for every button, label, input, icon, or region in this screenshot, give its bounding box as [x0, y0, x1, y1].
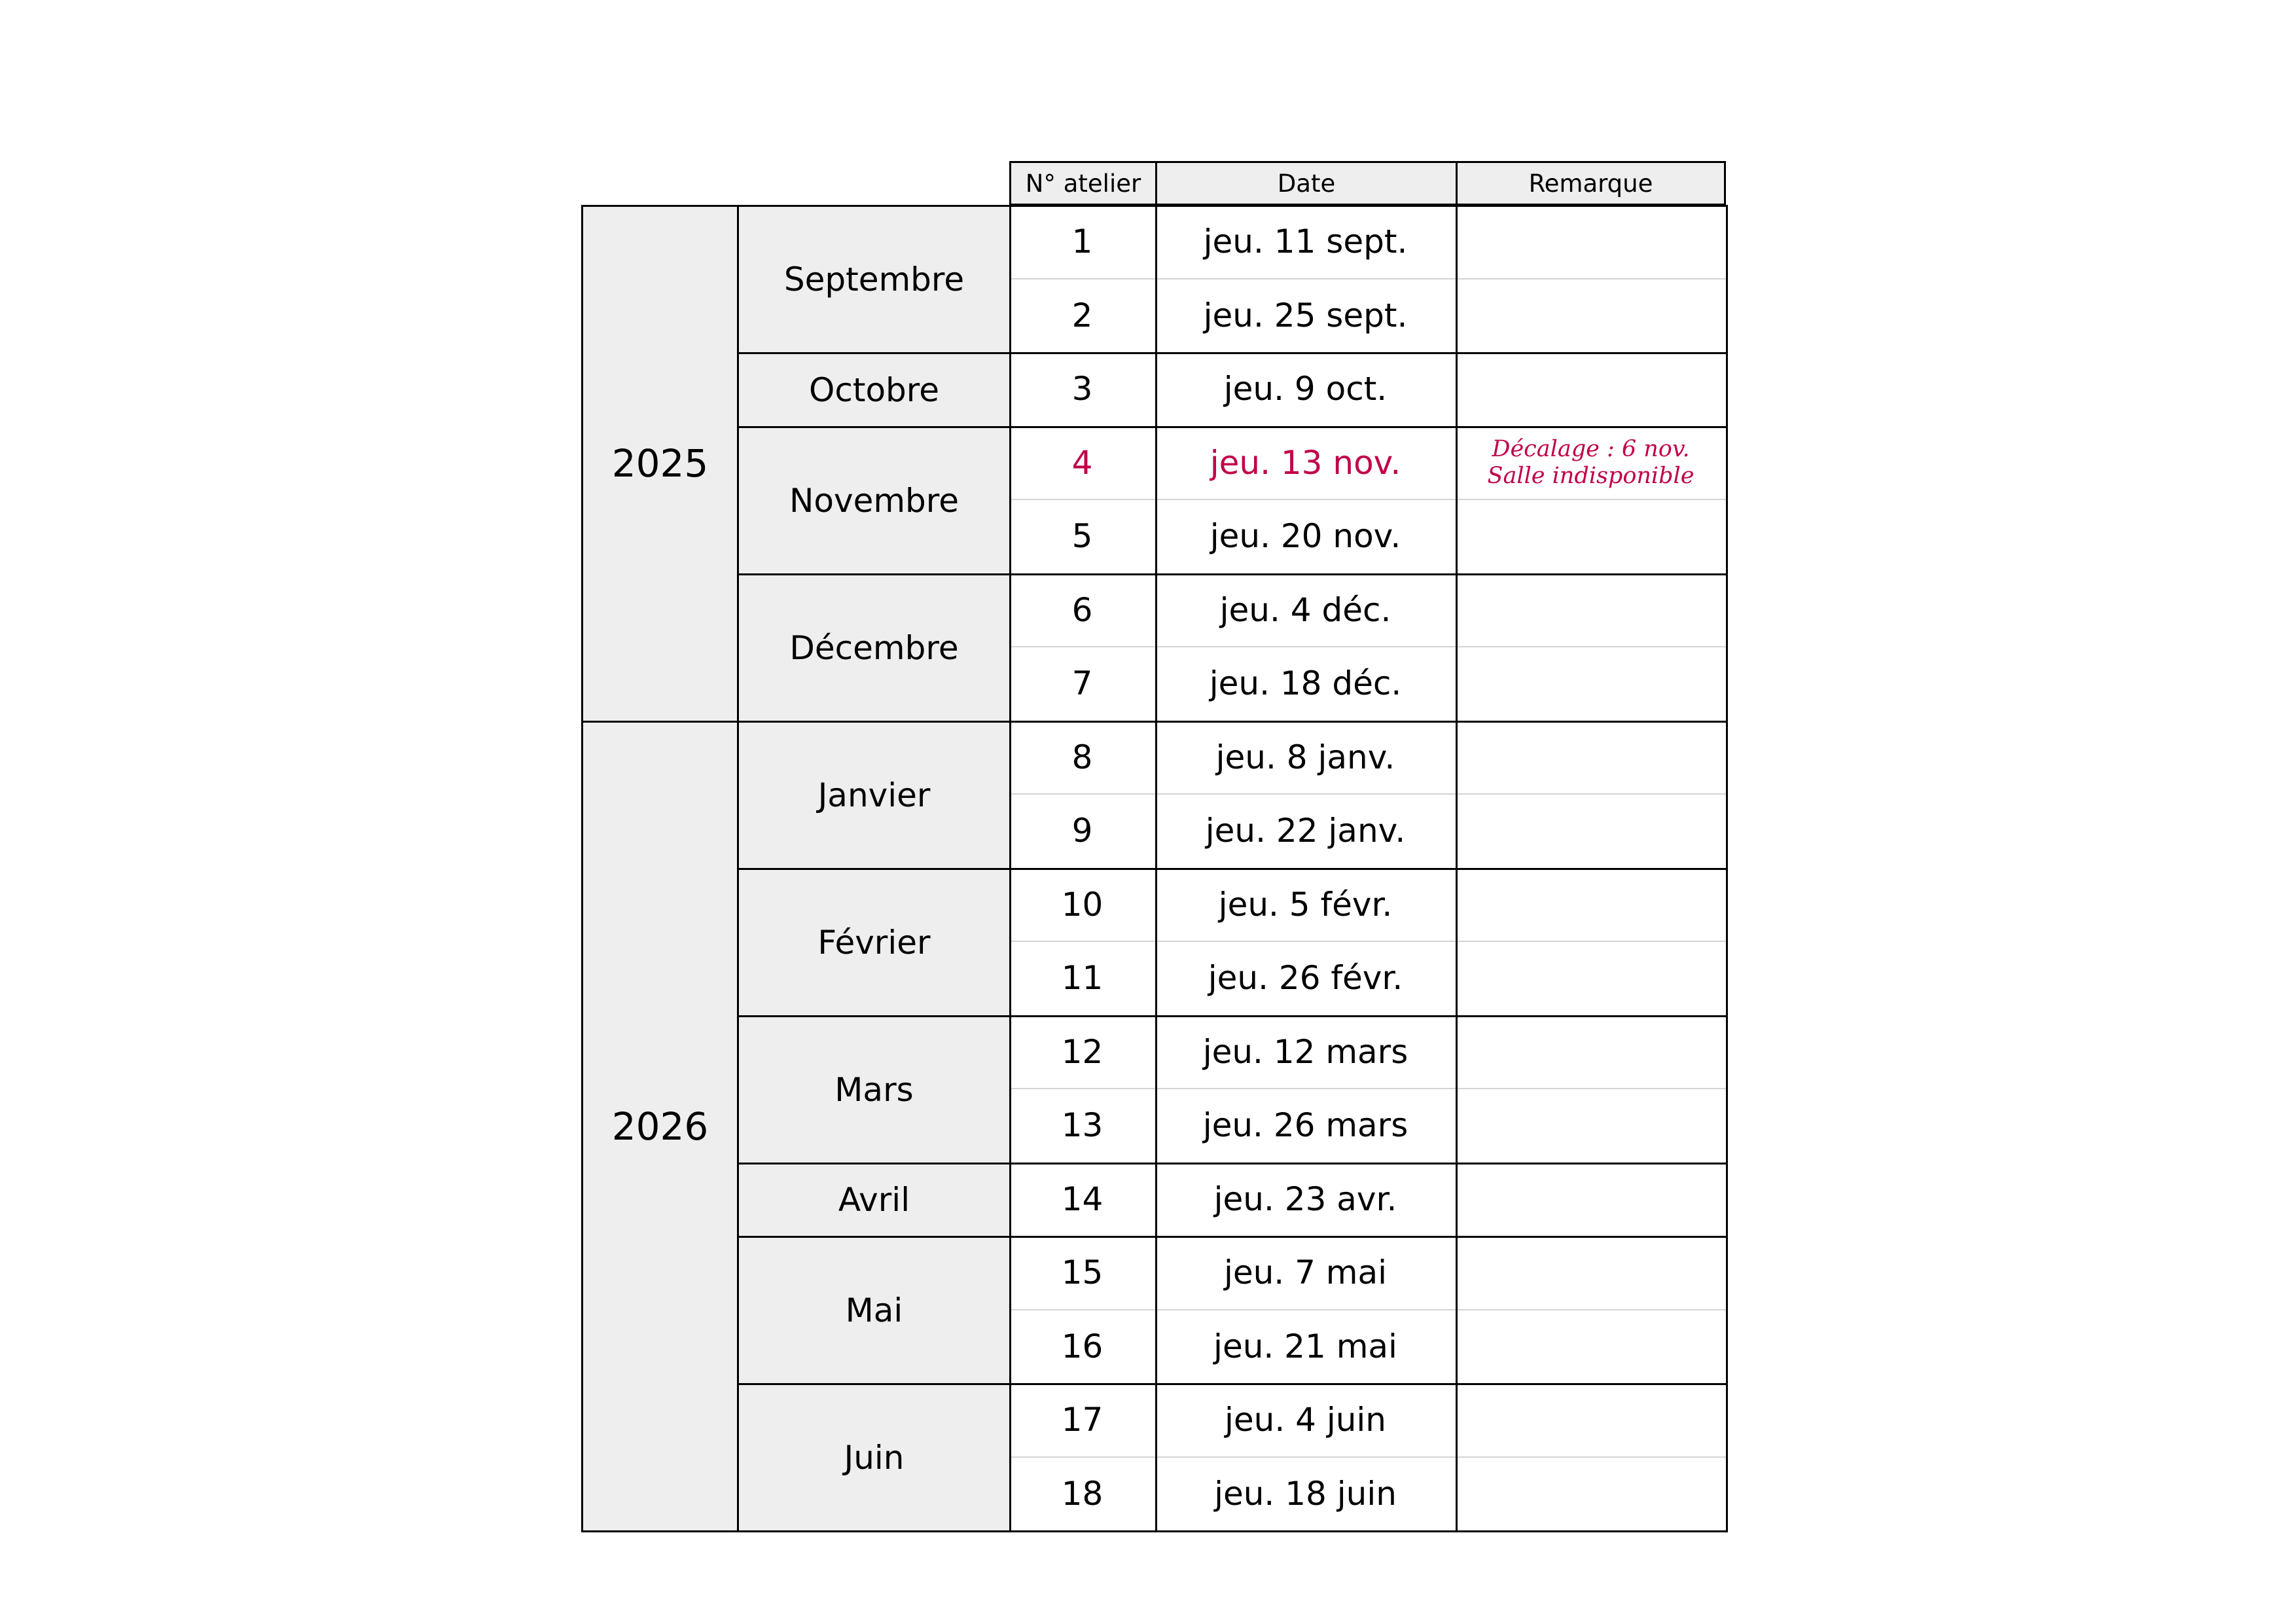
session-number: 2 [1071, 296, 1093, 334]
month-label: Mai [737, 1236, 1011, 1385]
remark-line: Salle indisponible [1487, 462, 1695, 489]
session-date: jeu. 5 févr. [1218, 885, 1393, 924]
session-date: jeu. 11 sept. [1203, 223, 1408, 261]
session-remark [1456, 647, 1726, 721]
row-separator [1009, 793, 1726, 795]
row-separator [1009, 1309, 1726, 1310]
session-number: 13 [1061, 1106, 1103, 1145]
session-number: 11 [1061, 959, 1103, 998]
row-separator [1009, 499, 1726, 500]
session-number: 17 [1061, 1401, 1103, 1439]
month-label: Octobre [737, 352, 1011, 428]
session-number: 9 [1071, 812, 1093, 850]
month-label: Février [737, 868, 1011, 1017]
session-date: jeu. 8 janv. [1215, 738, 1395, 776]
session-date: jeu. 25 sept. [1203, 296, 1408, 334]
row-separator [1009, 278, 1726, 280]
month-label: Mars [737, 1015, 1011, 1164]
session-date: jeu. 18 déc. [1209, 664, 1402, 703]
session-date: jeu. 26 févr. [1208, 959, 1403, 998]
session-remark [1456, 1015, 1726, 1089]
session-remark [1456, 426, 1726, 500]
session-remark [1456, 721, 1726, 795]
month-label: Janvier [737, 721, 1011, 870]
header-date: Date [1155, 161, 1458, 206]
session-remark [1456, 1236, 1726, 1310]
session-number: 18 [1061, 1474, 1103, 1513]
month-label: Novembre [737, 426, 1011, 575]
session-number: 15 [1061, 1254, 1103, 1292]
session-remark [1456, 941, 1726, 1015]
month-label: Avril [737, 1163, 1011, 1238]
session-date: jeu. 13 nov. [1210, 443, 1401, 482]
session-number: 4 [1071, 443, 1093, 482]
session-remark [1456, 868, 1726, 942]
session-remark [1456, 352, 1726, 426]
group-border [737, 1530, 1728, 1532]
session-number: 14 [1061, 1180, 1103, 1218]
row-separator [1009, 646, 1726, 647]
column-border [1726, 205, 1728, 1532]
session-remark [1456, 205, 1726, 279]
header-number: N° atelier [1009, 161, 1157, 206]
session-date: jeu. 7 mai [1223, 1254, 1388, 1292]
session-date: jeu. 4 juin [1225, 1401, 1386, 1439]
session-date: jeu. 20 nov. [1210, 517, 1401, 556]
session-remark [1456, 794, 1726, 868]
session-date: jeu. 18 juin [1214, 1474, 1397, 1513]
month-label: Septembre [737, 205, 1011, 354]
year-label: 2025 [581, 205, 739, 723]
session-remark [1456, 1383, 1726, 1457]
remark-line: Décalage : 6 nov. [1492, 435, 1690, 462]
session-date: jeu. 12 mars [1202, 1032, 1408, 1071]
session-number: 7 [1071, 664, 1093, 703]
session-date: jeu. 4 déc. [1219, 590, 1391, 629]
group-border [737, 205, 1728, 207]
month-label: Juin [737, 1383, 1011, 1532]
session-remark [1456, 1163, 1726, 1236]
column-border [1155, 205, 1157, 1530]
session-number: 12 [1061, 1032, 1103, 1071]
session-remark [1456, 1310, 1726, 1384]
session-date: jeu. 26 mars [1202, 1106, 1408, 1145]
session-number: 10 [1061, 885, 1103, 924]
session-number: 16 [1061, 1327, 1103, 1365]
session-remark [1456, 1457, 1726, 1531]
year-label: 2026 [581, 721, 739, 1533]
session-remark [1456, 1089, 1726, 1163]
row-separator [1009, 1088, 1726, 1089]
session-number: 6 [1071, 590, 1093, 629]
session-date: jeu. 21 mai [1213, 1327, 1397, 1365]
row-separator [1009, 941, 1726, 942]
session-date: jeu. 22 janv. [1205, 812, 1406, 850]
session-remark [1456, 279, 1726, 353]
session-date: jeu. 23 avr. [1213, 1180, 1397, 1218]
session-date: jeu. 9 oct. [1223, 370, 1388, 408]
session-number: 8 [1071, 738, 1093, 776]
session-number: 5 [1071, 517, 1093, 556]
column-border [1456, 205, 1458, 1530]
month-label: Décembre [737, 573, 1011, 723]
session-number: 3 [1071, 370, 1093, 408]
session-remark [1456, 573, 1726, 647]
row-separator [1009, 1456, 1726, 1458]
session-number: 1 [1071, 223, 1093, 261]
session-remark [1456, 499, 1726, 573]
header-remark: Remarque [1456, 161, 1726, 206]
